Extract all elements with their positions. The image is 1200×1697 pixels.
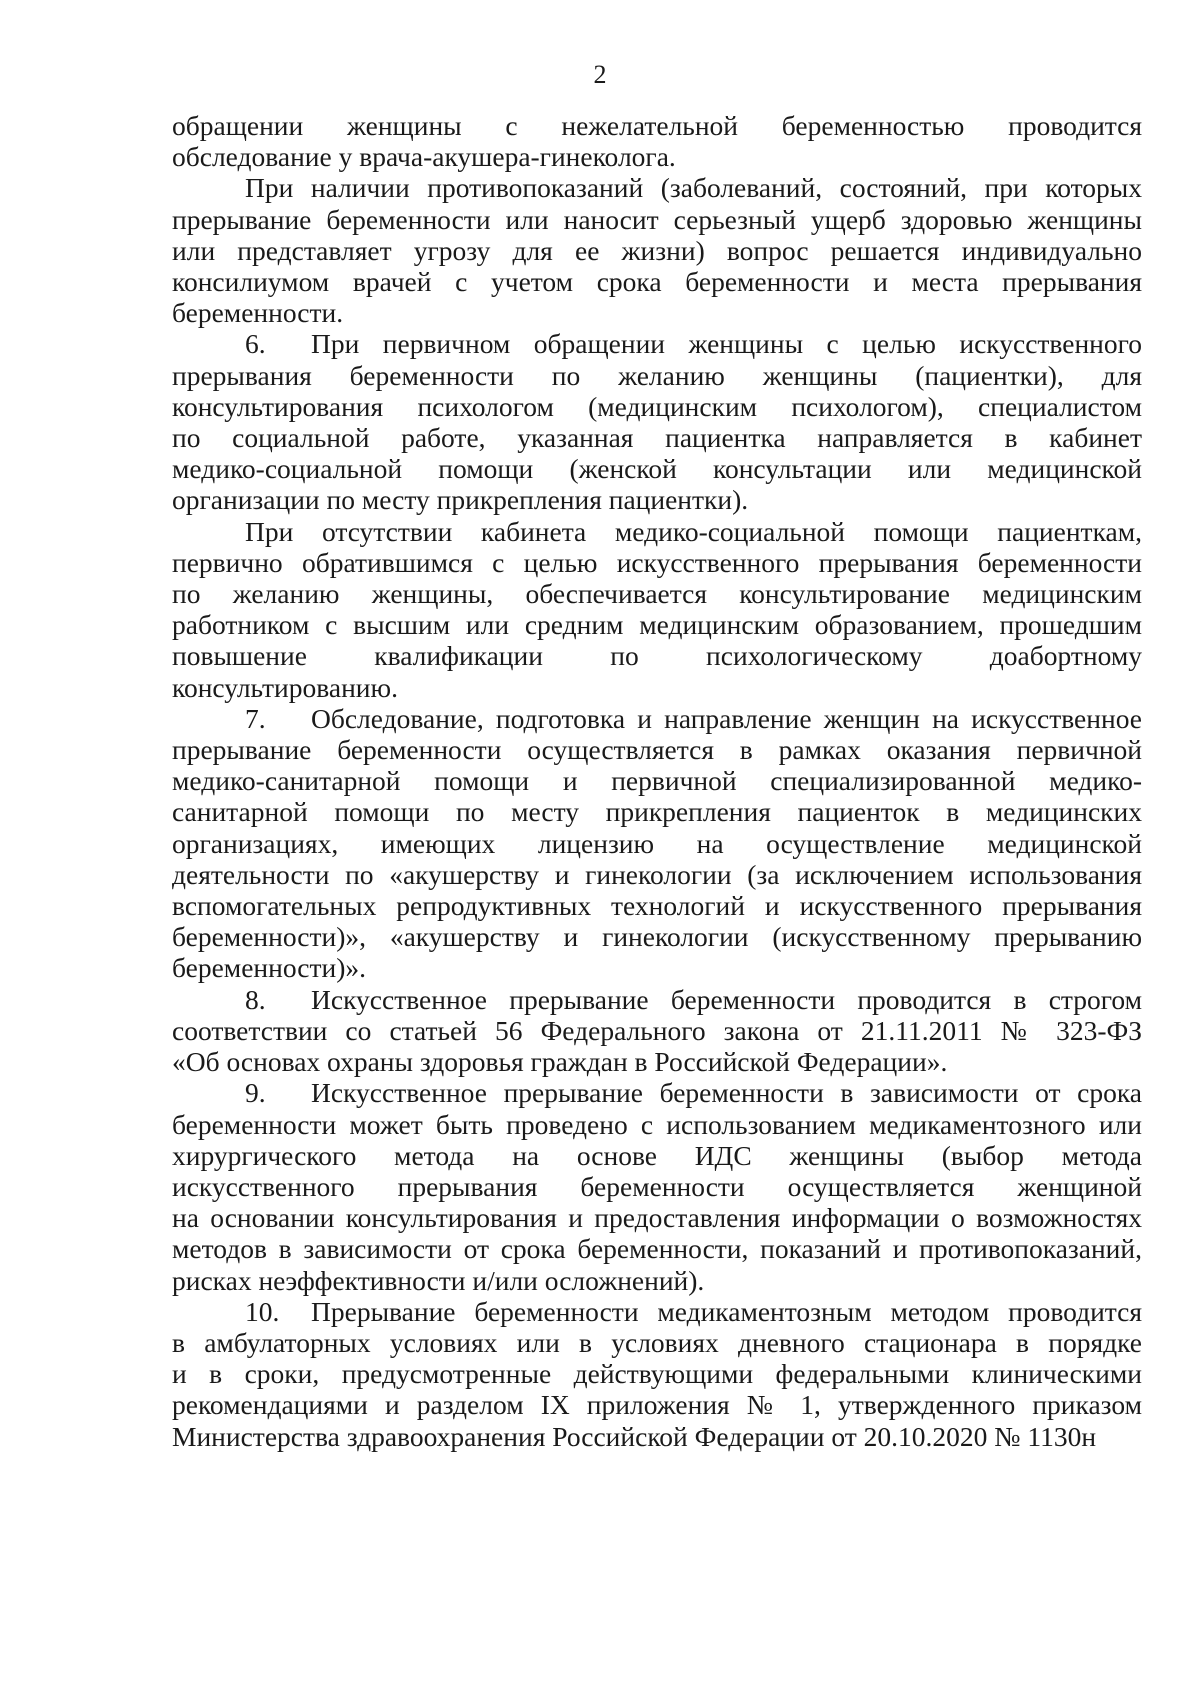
paragraph-line (172, 578, 1142, 609)
paragraph-line (172, 1421, 1142, 1452)
paragraph-line (172, 391, 1142, 422)
page-number: 2 (593, 60, 607, 89)
line-text: «Об основах охраны здоровья граждан в Российской Федерации». (172, 1046, 948, 1078)
line-text: Обследование, подготовка и направление женщин на искусственное (311, 702, 1142, 734)
paragraph-number: 7. (245, 702, 266, 734)
line-text: соответствии со статьей 56 Федерального закона от 21.11.2011 № 323-ФЗ (172, 1014, 1142, 1046)
line-text: Прерывание беременности медикаментозным методом проводится (311, 1295, 1142, 1327)
paragraph-line (172, 984, 1142, 1015)
paragraph-line (172, 266, 1142, 297)
paragraph-line (172, 328, 1142, 359)
paragraph-line (172, 703, 1142, 734)
paragraph-line (172, 734, 1142, 765)
line-text: рекомендациями и разделом IX приложения № 1, утвержденного приказом (172, 1389, 1142, 1421)
document-body (172, 110, 1142, 1452)
paragraph-line (172, 1389, 1142, 1420)
paragraph-line (172, 297, 1142, 328)
paragraph-line (172, 1265, 1142, 1296)
paragraph-line (172, 952, 1142, 983)
paragraph-number: 9. (245, 1077, 266, 1109)
line-text: Искусственное прерывание беременности проводится в строгом (311, 983, 1142, 1015)
paragraph-line (172, 453, 1142, 484)
line-text: беременности. (172, 297, 344, 329)
paragraph-line (172, 672, 1142, 703)
paragraph-line (172, 1109, 1142, 1140)
paragraph-line (172, 1296, 1142, 1327)
line-text: медико-санитарной помощи и первичной специализированной медико- (172, 765, 1142, 797)
line-text: первично обратившимся с целью искусственного прерывания беременности (172, 546, 1142, 578)
paragraph-line (172, 516, 1142, 547)
line-text: и в сроки, предусмотренные действующими федеральными клиническими (172, 1358, 1142, 1390)
paragraph-line (172, 828, 1142, 859)
paragraph-line (172, 1171, 1142, 1202)
paragraph-line (172, 360, 1142, 391)
line-text: на основании консультирования и предоставления информации о возможностях (172, 1202, 1142, 1234)
line-text: консультирования психологом (медицинским психологом), специалистом (172, 390, 1142, 422)
paragraph-line (172, 422, 1142, 453)
paragraph-line (172, 796, 1142, 827)
line-text: консилиумом врачей с учетом срока беременности и места прерывания (172, 266, 1142, 298)
line-text: беременности может быть проведено с использованием медикаментозного или (172, 1108, 1142, 1140)
paragraph-line (172, 921, 1142, 952)
line-text: организациях, имеющих лицензию на осуществление медицинской (172, 827, 1142, 859)
line-text: беременности)», «акушерству и гинекологии (искусственному прерыванию (172, 921, 1142, 953)
line-text: Искусственное прерывание беременности в зависимости от срока (311, 1077, 1142, 1109)
line-text: При отсутствии кабинета медико-социальной помощи пациенткам, (245, 515, 1142, 547)
line-text: Министерства здравоохранения Российской Федерации от 20.10.2020 № 1130н (172, 1420, 1097, 1452)
line-text: вспомогательных репродуктивных технологий и искусственного прерывания (172, 890, 1142, 922)
line-text: обследование у врача-акушера-гинеколога. (172, 141, 676, 173)
line-text: обращении женщины с нежелательной беременностью проводится (172, 110, 1142, 141)
line-text: по социальной работе, указанная пациентка направляется в кабинет (172, 422, 1142, 454)
line-text: или представляет угрозу для ее жизни) вопрос решается индивидуально (172, 234, 1142, 266)
paragraph-number: 8. (245, 983, 266, 1015)
line-text: искусственного прерывания беременности осуществляется женщиной (172, 1170, 1142, 1202)
line-text: деятельности по «акушерству и гинекологии (за исключением использования (172, 858, 1142, 890)
paragraph-line (172, 640, 1142, 671)
line-text: При наличии противопоказаний (заболеваний, состояний, при которых (245, 172, 1142, 204)
line-text: организации по месту прикрепления пациентки). (172, 484, 749, 516)
paragraph-line (172, 235, 1142, 266)
paragraph-number: 10. (245, 1295, 280, 1327)
line-text: работником с высшим или средним медицинским образованием, прошедшим (172, 609, 1142, 641)
paragraph-line (172, 1202, 1142, 1233)
paragraph-line (172, 1233, 1142, 1264)
line-text: санитарной помощи по месту прикрепления пациенток в медицинских (172, 796, 1142, 828)
paragraph-number: 6. (245, 328, 266, 360)
line-text: по желанию женщины, обеспечивается консультирование медицинским (172, 578, 1142, 610)
paragraph-line (172, 609, 1142, 640)
line-text: методов в зависимости от срока беременности, показаний и противопоказаний, (172, 1233, 1142, 1265)
line-text: медико-социальной помощи (женской консультации или медицинской (172, 453, 1142, 485)
paragraph-line (172, 859, 1142, 890)
paragraph-line (172, 1077, 1142, 1108)
line-text: рисках неэффективности и/или осложнений). (172, 1264, 705, 1296)
line-text: беременности)». (172, 952, 366, 984)
paragraph-line (172, 1015, 1142, 1046)
line-text: прерывания беременности по желанию женщины (пациентки), для (172, 359, 1142, 391)
paragraph-line (172, 110, 1142, 141)
paragraph-line (172, 141, 1142, 172)
line-text: повышение квалификации по психологическому доабортному (172, 640, 1142, 672)
paragraph-line (172, 1327, 1142, 1358)
paragraph-line (172, 204, 1142, 235)
paragraph-line (172, 765, 1142, 796)
paragraph-line (172, 547, 1142, 578)
paragraph-line (172, 890, 1142, 921)
line-text: прерывание беременности осуществляется в рамках оказания первичной (172, 734, 1142, 766)
paragraph-line (172, 1358, 1142, 1389)
paragraph-line (172, 1046, 1142, 1077)
line-text: При первичном обращении женщины с целью искусственного (311, 328, 1142, 360)
line-text: прерывание беременности или наносит серьезный ущерб здоровью женщины (172, 203, 1142, 235)
paragraph-line (172, 172, 1142, 203)
line-text: в амбулаторных условиях или в условиях дневного стационара в порядке (172, 1326, 1142, 1358)
line-text: консультированию. (172, 671, 398, 703)
paragraph-line (172, 1140, 1142, 1171)
paragraph-line (172, 484, 1142, 515)
line-text: хирургического метода на основе ИДС женщины (выбор метода (172, 1139, 1142, 1171)
